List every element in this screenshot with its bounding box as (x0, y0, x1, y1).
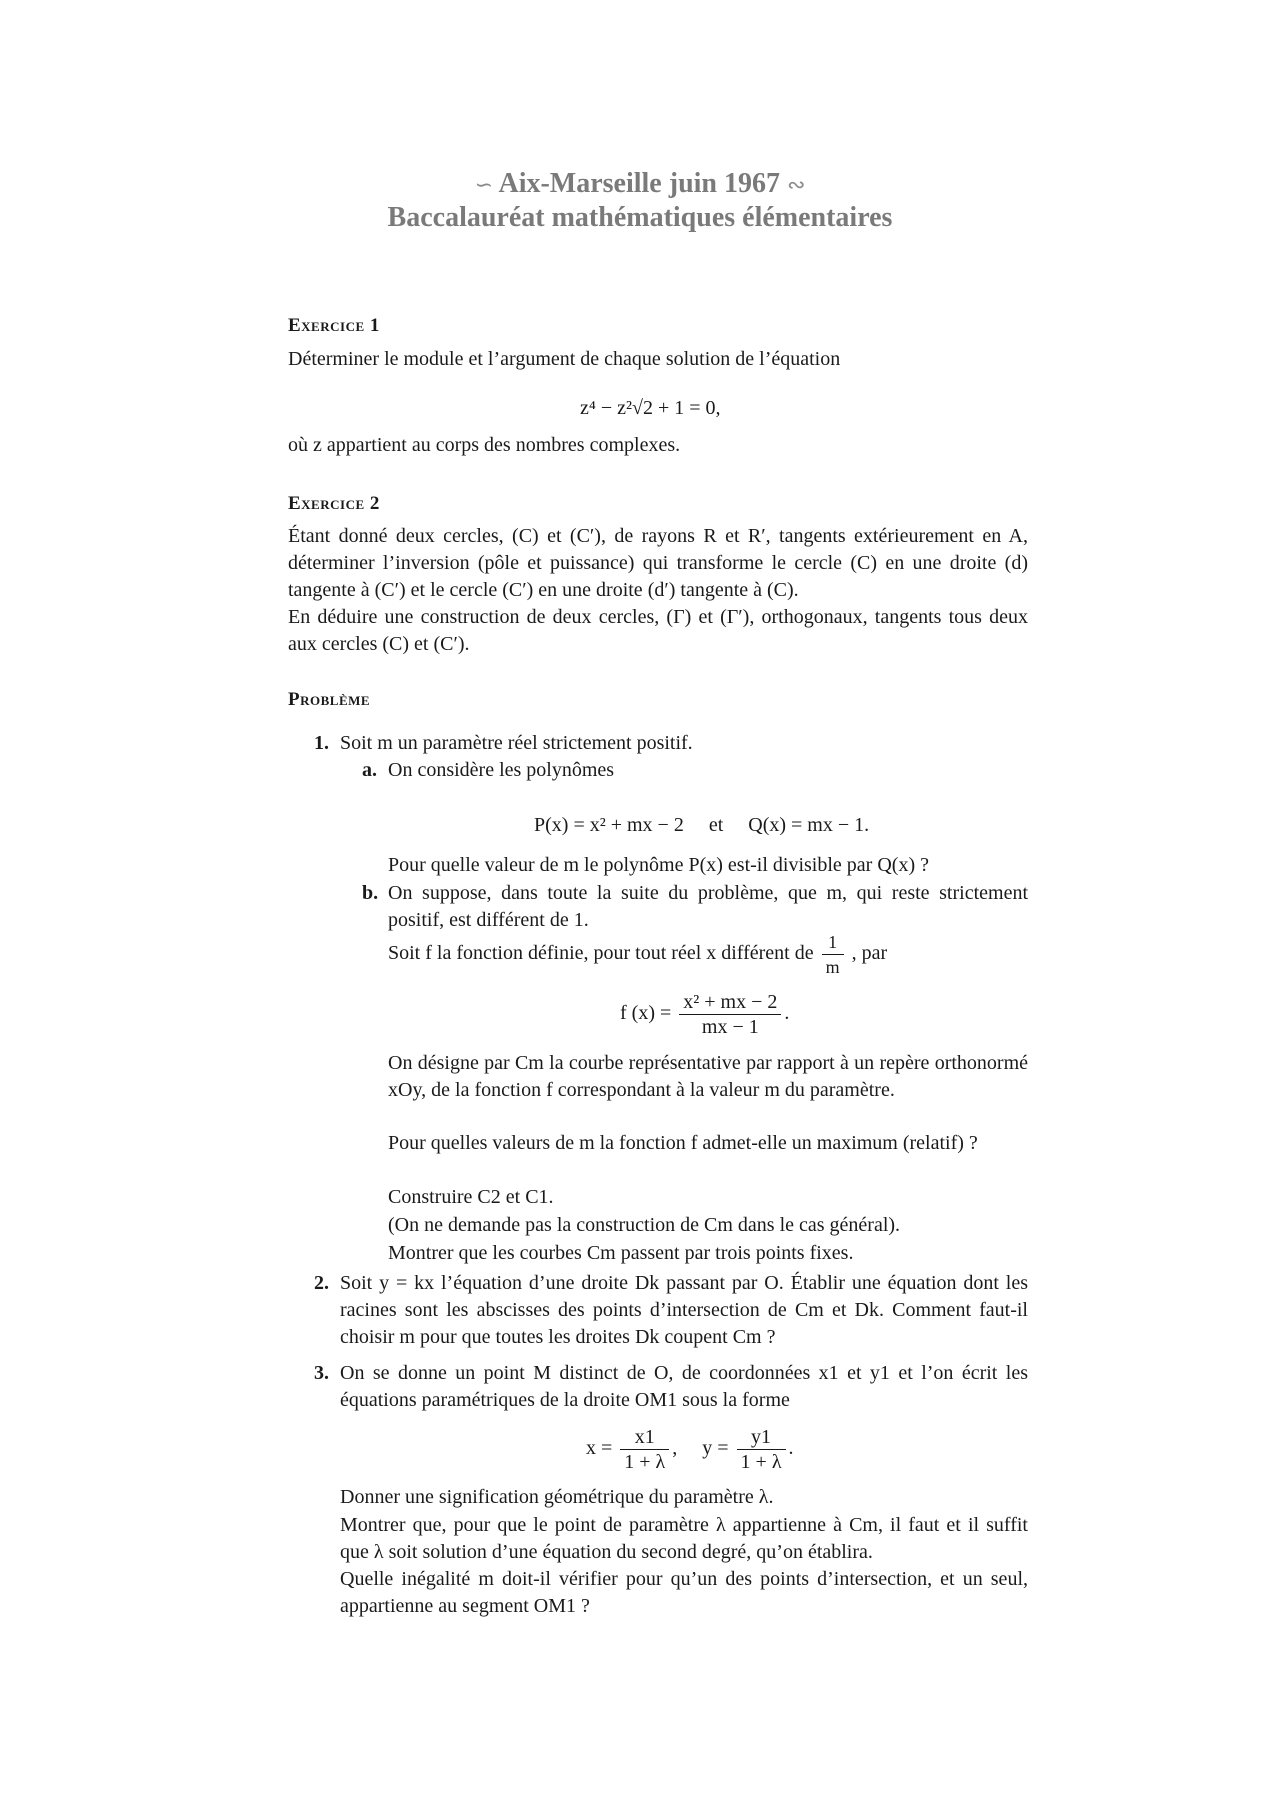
question-1b-text: On suppose, dans toute la suite du problème, que m, qui reste strictement positif, est différent de 1. (388, 882, 1028, 931)
param-y-lhs: y = (702, 1437, 729, 1460)
param-separator: , (672, 1437, 678, 1460)
polynomials-equation: P(x) = x² + mx − 2 et Q(x) = mx − 1. (534, 814, 870, 836)
param-x-lhs: x = (586, 1437, 613, 1460)
fx-fraction (679, 990, 781, 1039)
question-3-paragraph-2: Montrer que, pour que le point de paramètre λ appartienne à Cm, il faut et il suffit que λ soit solution d’une équation du second degré, qu’on établira. (340, 1514, 1028, 1563)
parametric-equations (586, 1425, 794, 1474)
question-1b (362, 880, 1028, 934)
param-end: . (788, 1437, 794, 1460)
function-definition-line (388, 930, 1028, 979)
question-1a-text: On considère les polynômes (388, 759, 615, 781)
question-3-number: 3. (314, 1362, 329, 1384)
question-3-paragraph-1: Donner une signification géométrique du paramètre λ. (340, 1486, 774, 1508)
question-2-text: Soit y = kx l’équation d’une droite Dk passant par O. Établir une équation dont les racines sont les abscisses des points d’intersection de Cm et Dk. Comment faut-il choisir m pour que toutes les droites Dk coupent Cm ? (340, 1272, 1028, 1348)
question-1b-paragraph-2: Pour quelles valeurs de m la fonction f admet-elle un maximum (relatif) ? (388, 1132, 978, 1154)
fx-denominator: mx − 1 (701, 1016, 759, 1038)
exercise-1-after: où z appartient au corps des nombres complexes. (288, 434, 681, 456)
param-y-denominator: 1 + λ (740, 1451, 782, 1473)
exercise-2-paragraph-1: Étant donné deux cercles, (C) et (C′), de rayons R et R′, tangents extérieurement en A, déterminer l’inversion (pôle et puissance) qui transforme le cercle (C) en une droite (d) tangente à (C′) et le cercle (C′) en une droite (d′) tangente à (C). (288, 525, 1028, 601)
question-1b-paragraph-4: (On ne demande pas la construction de Cm dans le cas général). (388, 1214, 901, 1236)
fx-lhs: f (x) = (620, 1002, 672, 1025)
question-1a-question: Pour quelle valeur de m le polynôme P(x) est-il divisible par Q(x) ? (388, 854, 929, 876)
question-3 (314, 1360, 1028, 1414)
question-2 (314, 1270, 1028, 1351)
exercise-1-intro: Déterminer le module et l’argument de chaque solution de l’équation (288, 348, 841, 370)
one-over-m-fraction (822, 930, 844, 979)
question-1b-label: b. (362, 882, 379, 904)
question-1a (362, 757, 1028, 784)
param-x-numerator: x1 (620, 1425, 669, 1450)
param-y-fraction (737, 1425, 786, 1474)
question-1 (314, 730, 1028, 757)
fx-numerator: x² + mx − 2 (679, 990, 781, 1015)
question-3-paragraph-3: Quelle inégalité m doit-il vérifier pour qu’un des points d’intersection, et un seul, appartienne au segment OM1 ? (340, 1568, 1028, 1617)
exercise-1-equation: z⁴ − z²√2 + 1 = 0, (580, 397, 721, 419)
title-text: Aix-Marseille juin 1967 (498, 168, 780, 199)
problem-heading: Problème (288, 689, 371, 710)
question-2-number: 2. (314, 1272, 329, 1294)
question-1-text: Soit m un paramètre réel strictement positif. (340, 732, 693, 754)
question-1a-label: a. (362, 759, 377, 781)
fraction-numerator: 1 (822, 930, 844, 955)
title-line-1 (0, 168, 1280, 201)
ornament-right-icon: ∾ (787, 172, 806, 197)
function-definition-par: , par (851, 942, 888, 965)
question-1b-paragraph-3: Construire C2 et C1. (388, 1186, 554, 1208)
question-3-text: On se donne un point M distinct de O, de coordonnées x1 et y1 et l’on écrit les équations paramétriques de la droite OM1 sous la forme (340, 1362, 1028, 1411)
question-1b-paragraph-1: On désigne par Cm la courbe représentative par rapport à un repère orthonormé xOy, de la fonction f correspondant à la valeur m du paramètre. (388, 1052, 1028, 1101)
function-equation (620, 990, 789, 1039)
exercise-2-heading: Exercice 2 (288, 493, 380, 514)
ornament-left-icon: ∽ (474, 172, 493, 197)
exercise-1-heading: Exercice 1 (288, 315, 380, 336)
fx-end: . (784, 1002, 790, 1025)
fraction-denominator: m (825, 957, 840, 977)
param-x-fraction (620, 1425, 669, 1474)
question-1-number: 1. (314, 732, 329, 754)
title-line-2: Baccalauréat mathématiques élémentaires (387, 202, 893, 233)
exercise-2-paragraph-2: En déduire une construction de deux cercles, (Γ) et (Γ′), orthogonaux, tangents tous deux aux cercles (C) et (C′). (288, 606, 1028, 655)
param-y-numerator: y1 (737, 1425, 786, 1450)
question-1b-paragraph-5: Montrer que les courbes Cm passent par trois points fixes. (388, 1242, 854, 1264)
function-definition-text: Soit f la fonction définie, pour tout réel x différent de (388, 942, 814, 965)
param-x-denominator: 1 + λ (624, 1451, 666, 1473)
